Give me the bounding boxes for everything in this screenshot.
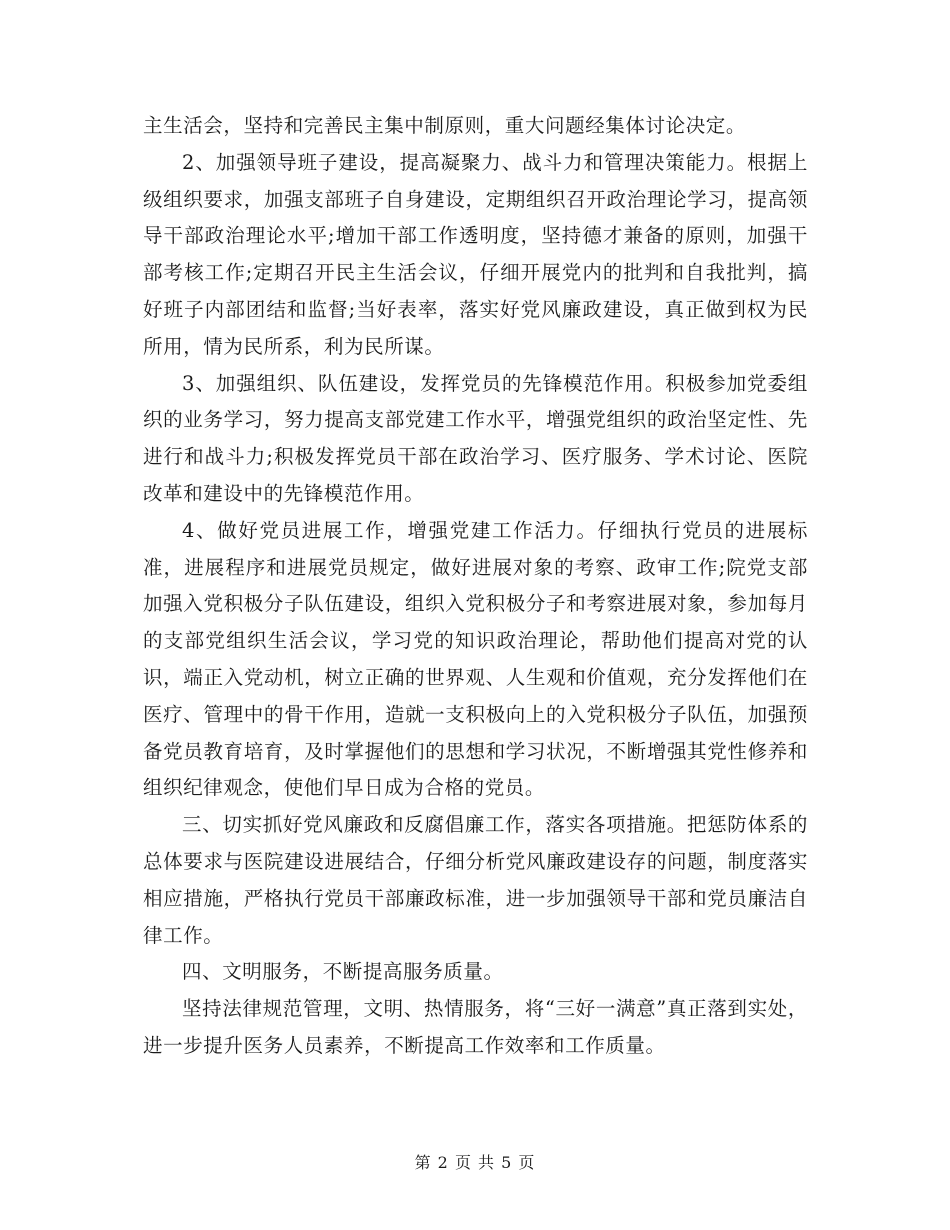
page-footer: 第 2 页 共 5 页 bbox=[414, 1153, 536, 1172]
paragraph-organization: 3、加强组织、队伍建设，发挥党员的先锋模范作用。积极参加党委组织的业务学习，努力提高支部党建工作水平，增强党组织的政治坚定性、先进行和战斗力;积极发挥党员干部在政治学习、医疗服务、学术讨论、医院改革和建设中的先锋模范作用。 bbox=[143, 371, 808, 505]
paragraph-service-heading: 四、文明服务，不断提高服务质量。 bbox=[182, 960, 504, 984]
paragraph-anti-corruption: 三、切实抓好党风廉政和反腐倡廉工作，落实各项措施。把惩防体系的总体要求与医院建设进展结合，仔细分析党风廉政建设存的问题，制度落实相应措施，严格执行党员干部廉政标准，进一步加强领导干部和党员廉洁自律工作。 bbox=[143, 813, 808, 947]
paragraph-member-development: 4、做好党员进展工作，增强党建工作活力。仔细执行党员的进展标准，进展程序和进展党员规定，做好进展对象的考察、政审工作;院党支部加强入党积极分子队伍建设，组织入党积极分子和考察进展对象，参加每月的支部党组织生活会议，学习党的知识政治理论，帮助他们提高对党的认识，端正入党动机，树立正确的世界观、人生观和价值观，充分发挥他们在医疗、管理中的骨干作用，造就一支积极向上的入党积极分子队伍，加强预备党员教育培育，及时掌握他们的思想和学习状况，不断增强其党性修养和组织纪律观念，使他们早日成为合格的党员。 bbox=[143, 518, 808, 800]
paragraph-leadership: 2、加强领导班子建设，提高凝聚力、战斗力和管理决策能力。根据上级组织要求，加强支部班子自身建设，定期组织召开政治理论学习，提高领导干部政治理论水平;增加干部工作透明度，坚持德才兼备的原则，加强干部考核工作;定期召开民主生活会议，仔细开展党内的批判和自我批判，搞好班子内部团结和监督;当好表率，落实好党风廉政建设，真正做到权为民所用，情为民所系，利为民所谋。 bbox=[143, 150, 808, 358]
document-body bbox=[143, 108, 808, 1065]
paragraph-continuation: 主生活会，坚持和完善民主集中制原则，重大问题经集体讨论决定。 bbox=[143, 114, 747, 137]
paragraph-service: 坚持法律规范管理，文明、热情服务，将“三好一满意”真正落到实处，进一步提升医务人员素养，不断提高工作效率和工作质量。 bbox=[143, 997, 808, 1057]
